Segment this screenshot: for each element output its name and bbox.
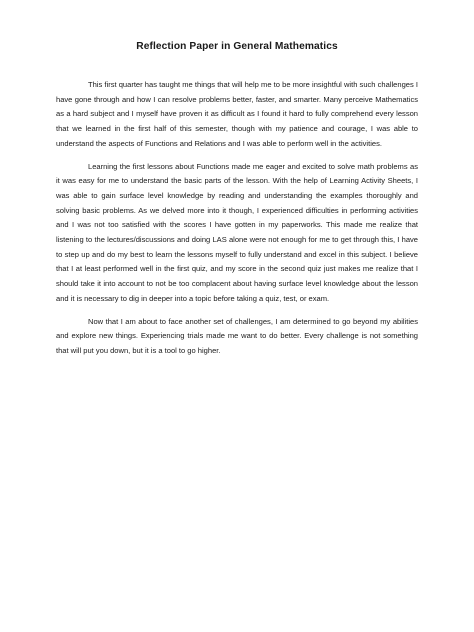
document-body (56, 78, 418, 367)
paragraph-2: Learning the first lessons about Functions made me eager and excited to solve math problems as it was easy for me to understand the basic parts of the lesson. With the help of Learning Activity Sheets, I was able to gain surface level knowledge by reading and understanding the examples thoroughly and solving basic problems. As we delved more into it though, I experienced difficulties in performing activities and I was not too satisfied with the scores I have gotten in my paperworks. This made me realize that listening to the lectures/discussions and doing LAS alone were not enough for me to get through this, I have to step up and do my best to learn the lessons myself to fully understand and excel in this subject. I believe that I at least performed well in the first quiz, and my score in the second quiz just makes me realize that I should take it into account to not be too complacent about having surface level knowledge about the lesson and it is necessary to dig in deeper into a topic before taking a quiz, test, or exam. (56, 161, 418, 303)
document-title: Reflection Paper in General Mathematics (136, 41, 338, 52)
paragraph-1: This first quarter has taught me things that will help me to be more insightful with such challenges I have gone through and how I can resolve problems better, faster, and smarter. Many perceive Mathematics as a hard subject and I myself have proven it as difficult as I found it hard to fully comprehend every lesson that we learned in the first half of this semester, though with my patience and courage, I was able to understand the aspects of Functions and Relations and I was able to perform well in the activities. (56, 80, 418, 148)
paragraph-3: Now that I am about to face another set of challenges, I am determined to go beyond my abilities and explore new things. Experiencing trials made me want to do better. Every challenge is not something that will put you down, but it is a tool to go higher. (56, 316, 418, 355)
